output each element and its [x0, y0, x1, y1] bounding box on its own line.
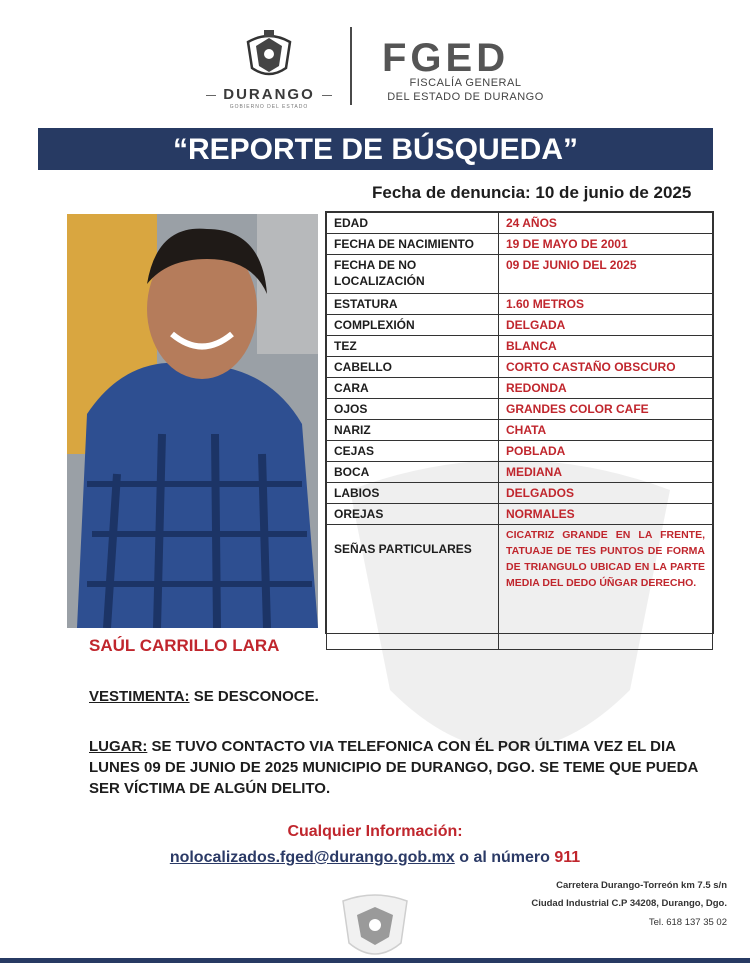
- detail-label: TEZ: [327, 336, 499, 357]
- detail-label: CEJAS: [327, 441, 499, 462]
- contact-email-link[interactable]: nolocalizados.fged@durango.gob.mx: [169, 849, 455, 866]
- detail-value: MEDIANA: [499, 462, 713, 483]
- detail-label: BOCA: [327, 462, 499, 483]
- detail-value: DELGADOS: [499, 483, 713, 504]
- bottom-emblem-icon: [335, 893, 415, 963]
- durango-logo-word: DURANGO: [223, 86, 315, 103]
- detail-value: CORTO CASTAÑO OBSCURO: [499, 357, 713, 378]
- table-row: [327, 315, 713, 336]
- detail-value: CICATRIZ GRANDE EN LA FRENTE, TATUAJE DE TES PUNTOS DE FORMA DE TRIANGULO UBICAD EN LA PARTE MEDIA DEL DEDO ÚÑGAR DERECHO.: [499, 525, 713, 650]
- detail-value: CHATA: [499, 420, 713, 441]
- table-row: [327, 399, 713, 420]
- table-row: [327, 213, 713, 234]
- clothing-label: VESTIMENTA:: [89, 688, 190, 705]
- detail-value: DELGADA: [499, 315, 713, 336]
- fged-subtitle-line2: DEL ESTADO DE DURANGO: [387, 91, 544, 103]
- detail-value: BLANCA: [499, 336, 713, 357]
- detail-label: LABIOS: [327, 483, 499, 504]
- contact-phone[interactable]: 911: [554, 849, 581, 866]
- table-row: [327, 441, 713, 462]
- detail-value: REDONDA: [499, 378, 713, 399]
- detail-label: CABELLO: [327, 357, 499, 378]
- clothing-text: SE DESCONOCE.: [193, 688, 319, 705]
- detail-value: GRANDES COLOR CAFE: [499, 399, 713, 420]
- table-row: [327, 234, 713, 255]
- report-title-banner: “REPORTE DE BÚSQUEDA”: [38, 128, 713, 170]
- missing-person-name: SAÚL CARRILLO LARA: [89, 636, 280, 655]
- location-label: LUGAR:: [89, 738, 148, 755]
- report-date: Fecha de denuncia: 10 de junio de 2025: [372, 183, 692, 202]
- table-row: [327, 378, 713, 399]
- detail-value: 24 AÑOS: [499, 213, 713, 234]
- durango-shield-icon: [242, 28, 296, 80]
- table-row: [327, 483, 713, 504]
- fged-logo: FGED: [382, 36, 510, 80]
- address-line1: Carretera Durango-Torreón km 7.5 s/n: [556, 880, 727, 891]
- detail-label: FECHA DE NACIMIENTO: [327, 234, 499, 255]
- footer-stripe: [0, 958, 750, 963]
- detail-value: 09 DE JUNIO DEL 2025: [499, 255, 713, 294]
- table-row: [327, 255, 713, 294]
- address-line2: Ciudad Industrial C.P 34208, Durango, Dgo.: [531, 898, 727, 909]
- detail-value: POBLADA: [499, 441, 713, 462]
- detail-label: ESTATURA: [327, 294, 499, 315]
- table-row: [327, 420, 713, 441]
- detail-value: NORMALES: [499, 504, 713, 525]
- missing-person-photo: [67, 214, 318, 628]
- durango-logo-subtitle: GOBIERNO DEL ESTADO: [229, 104, 309, 110]
- table-row: [327, 357, 713, 378]
- contact-line: [0, 849, 750, 867]
- detail-label: SEÑAS PARTICULARES: [327, 525, 499, 650]
- detail-label: NARIZ: [327, 420, 499, 441]
- detail-label: COMPLEXIÓN: [327, 315, 499, 336]
- info-heading: Cualquier Información:: [287, 823, 463, 840]
- contact-connector: o al número: [459, 849, 550, 866]
- table-row: [327, 525, 713, 650]
- table-row: [327, 504, 713, 525]
- details-table: [325, 211, 714, 634]
- location-section: [89, 736, 714, 799]
- detail-label: FECHA DE NO LOCALIZACIÓN: [327, 255, 499, 294]
- table-row: [327, 294, 713, 315]
- detail-label: OREJAS: [327, 504, 499, 525]
- detail-value: 1.60 METROS: [499, 294, 713, 315]
- address-phone: Tel. 618 137 35 02: [648, 917, 727, 928]
- detail-value: 19 DE MAYO DE 2001: [499, 234, 713, 255]
- table-row: [327, 336, 713, 357]
- table-row: [327, 462, 713, 483]
- header-divider: [350, 27, 352, 105]
- clothing-section: [89, 688, 319, 705]
- fged-subtitle-line1: FISCALÍA GENERAL: [409, 77, 522, 89]
- detail-label: CARA: [327, 378, 499, 399]
- detail-label: OJOS: [327, 399, 499, 420]
- location-text: SE TUVO CONTACTO VIA TELEFONICA CON ÉL POR ÚLTIMA VEZ EL DIA LUNES 09 DE JUNIO DE 2025 MUNICIPIO DE DURANGO, DGO. SE TEME QUE PUEDA SER VÍCTIMA DE ALGÚN DELITO.: [89, 738, 698, 797]
- detail-label: EDAD: [327, 213, 499, 234]
